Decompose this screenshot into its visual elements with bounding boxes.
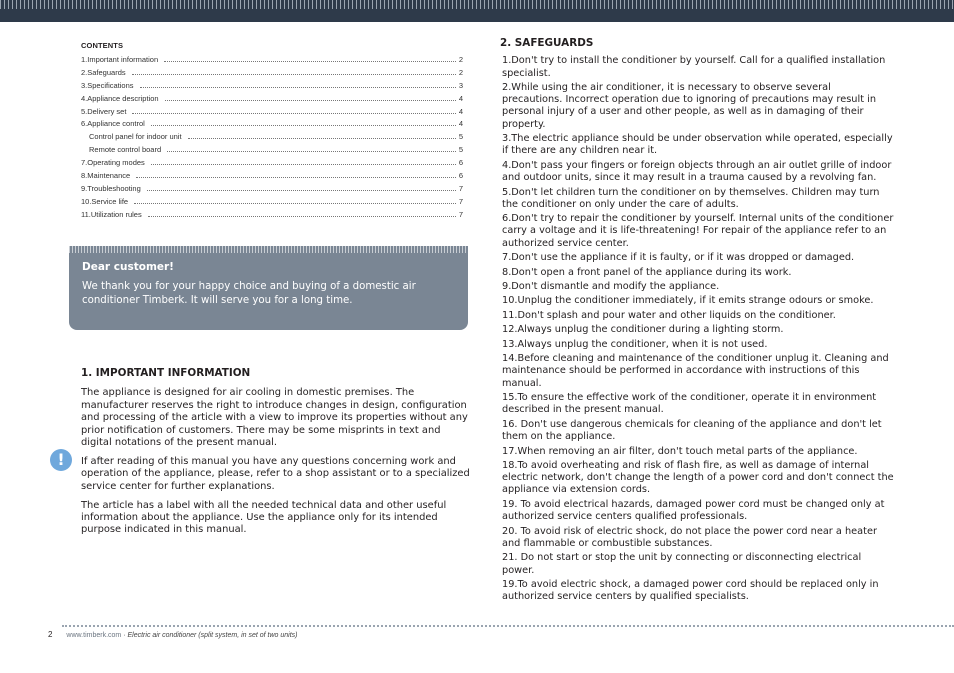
toc-item-label: 3.Specifications <box>81 80 134 90</box>
table-of-contents <box>81 41 463 222</box>
toc-item <box>81 209 463 222</box>
toc-item-page: 7 <box>458 209 463 219</box>
toc-item <box>81 196 463 209</box>
safeguard-item: 4.Don't pass your fingers or foreign objects through an air outlet grille of indoor and outdoor units, since it may result in a trauma caused by a revolving fan. <box>502 159 892 184</box>
safeguard-item: 13.Always unplug the conditioner, when it is not used. <box>502 338 768 350</box>
toc-item-label: 10.Service life <box>81 196 129 206</box>
toc-leader-dots <box>148 216 456 217</box>
safeguard-item: 9.Don't dismantle and modify the appliance. <box>502 281 720 292</box>
toc-leader-dots <box>188 138 456 139</box>
toc-item <box>81 157 463 170</box>
toc-leader-dots <box>165 100 456 101</box>
toc-leader-dots <box>132 74 456 75</box>
section-important-information <box>81 367 471 543</box>
safeguard-item: 18.To avoid overheating and risk of flash fire, as well as damage of internal electric network, don't change the length of a power cord and don't connect the appliance via extension cords. <box>502 459 894 496</box>
safeguard-item: 16. Don't use dangerous chemicals for cleaning of the appliance and don't let them on the appliance. <box>502 418 882 443</box>
safeguards-list <box>500 55 894 603</box>
safeguard-item: 7.Don't use the appliance if it is faulty, or if it was dropped or damaged. <box>502 252 855 264</box>
toc-item-page: 4 <box>458 119 463 129</box>
safeguard-item: 14.Before cleaning and maintenance of the conditioner unplug it. Cleaning and maintenance should be performed in accordance with instructions of this manual. <box>502 353 889 389</box>
safeguard-item: 12.Always unplug the conditioner during a lighting storm. <box>502 324 784 336</box>
toc-leader-dots <box>140 87 456 88</box>
toc-item-label: Control panel for indoor unit <box>89 132 182 142</box>
toc-item-page: 2 <box>458 55 463 64</box>
toc-item-page: 5 <box>458 145 463 155</box>
toc-item-label: 9.Troubleshooting <box>81 183 141 193</box>
footer-divider <box>62 625 954 627</box>
toc-item-page: 7 <box>458 196 463 206</box>
page-number: 2 <box>48 630 53 639</box>
toc-item <box>81 131 463 144</box>
footer-separator: · <box>123 632 126 639</box>
safeguard-item: 11.Don't splash and pour water and other liquids on the conditioner. <box>502 309 836 321</box>
safeguard-item: 8.Don't open a front panel of the appliance during its work. <box>502 266 792 278</box>
toc-item-label: 5.Delivery set <box>81 106 127 116</box>
toc-item-page: 6 <box>458 171 463 181</box>
toc-item <box>81 106 463 119</box>
safeguard-item: 20. To avoid risk of electric shock, do not place the power cord near a heater and flammable or combustible substances. <box>502 525 877 549</box>
safeguard-item: 10.Unplug the conditioner immediately, if it emits strange odours or smoke. <box>502 295 874 307</box>
section2-title: 2. SAFEGUARDS <box>500 37 594 49</box>
exclamation-icon: ! <box>50 449 72 471</box>
safeguard-item: 3.The electric appliance should be under observation while operated, especially if there are any children near it. <box>502 133 893 157</box>
toc-item <box>81 93 463 106</box>
page-footer <box>48 630 298 639</box>
safeguard-item: 1.Don't try to install the conditioner by yourself. Call for a qualified installation specialist. <box>502 55 886 79</box>
toc-item-label: 8.Maintenance <box>81 171 131 181</box>
toc-item-label: 4.Appliance description <box>81 93 159 103</box>
toc-item-label: 6.Appliance control <box>81 119 145 129</box>
toc-item-label: Remote control board <box>89 145 162 155</box>
toc-item-page: 7 <box>458 183 463 193</box>
toc-leader-dots <box>132 113 455 114</box>
safeguard-item: 17.When removing an air filter, don't touch metal parts of the appliance. <box>502 445 858 457</box>
toc-item-page: 4 <box>458 93 463 103</box>
toc-item-label: 7.Operating modes <box>81 158 145 168</box>
toc-leader-dots <box>164 61 456 62</box>
toc-leader-dots <box>151 164 456 165</box>
toc-item <box>81 54 463 67</box>
toc-item <box>81 118 463 131</box>
toc-heading: CONTENTS <box>81 41 124 50</box>
toc-item <box>81 144 463 157</box>
toc-item-page: 2 <box>458 67 463 77</box>
notice-body: We thank you for your happy choice and buying of a domestic air conditioner Timberk. It will serve you for a long time. <box>82 281 416 306</box>
footer-site: www.timberk.com <box>66 632 122 639</box>
toc-item-page: 6 <box>458 158 463 168</box>
section1-paragraph: The appliance is designed for air cooling in domestic premises. The manufacturer reserves the right to introduce changes in design, configuration and processing of the article with a view to improve its properties without any prior notification of customers. There may be some misprints in text and digital notations of the present manual. <box>81 387 468 449</box>
customer-notice <box>69 246 468 330</box>
toc-leader-dots <box>136 177 456 178</box>
toc-leader-dots <box>151 125 456 126</box>
notice-title: Dear customer! <box>82 261 174 273</box>
toc-item <box>81 67 463 80</box>
safeguard-item: 2.While using the air conditioner, it is necessary to observe several precautions. Incorrect operation due to ignoring of precautions may result in personal injury of a user and other people, as well as in damaging of their property. <box>502 81 876 130</box>
safeguard-item: 15.To ensure the effective work of the conditioner, operate it in environment described in the present manual. <box>502 392 877 416</box>
safeguard-item: 19.To avoid electric shock, a damaged power cord should be replaced only in authorized service centers by qualified specialists. <box>502 578 879 603</box>
section-safeguards <box>500 37 894 606</box>
toc-item <box>81 80 463 93</box>
toc-leader-dots <box>134 203 456 204</box>
toc-item-label: 1.Important information <box>81 55 159 64</box>
toc-item-page: 4 <box>458 106 463 116</box>
safeguard-item: 5.Don't let children turn the conditioner on by themselves. Children may turn the conditioner on only under the care of adults. <box>502 186 880 210</box>
safeguard-item: 6.Don't try to repair the conditioner by yourself. Internal units of the conditioner carry a voltage and it is life-threatening! For repair of the appliance refer to an authorized service center. <box>502 213 894 249</box>
header-band-fill <box>0 9 954 22</box>
toc-list <box>81 54 463 222</box>
toc-item-page: 5 <box>458 132 463 142</box>
toc-item-label: 11.Utilization rules <box>81 209 142 219</box>
toc-item-label: 2.Safeguards <box>81 67 126 77</box>
safeguard-item: 19. To avoid electrical hazards, damaged power cord must be changed only at authorized service centers qualified professionals. <box>502 498 885 523</box>
section1-paragraph: If after reading of this manual you have any questions concerning work and operation of the appliance, please, refer to a shop assistant or to a specialized service center for further explanations. <box>81 455 470 492</box>
toc-leader-dots <box>167 151 456 152</box>
toc-item-page: 3 <box>458 80 463 90</box>
section1-title: 1. IMPORTANT INFORMATION <box>81 367 251 379</box>
footer-description: Electric air conditioner (split system, in set of two units) <box>127 632 298 639</box>
toc-item <box>81 183 463 196</box>
toc-item <box>81 170 463 183</box>
section1-paragraph: The article has a label with all the needed technical data and other useful information about the appliance. Use the appliance only for its intended purpose indicated in this manual. <box>81 499 447 536</box>
toc-leader-dots <box>147 190 456 191</box>
notice-pattern <box>69 246 468 253</box>
safeguard-item: 21. Do not start or stop the unit by connecting or disconnecting electrical power. <box>502 552 862 576</box>
